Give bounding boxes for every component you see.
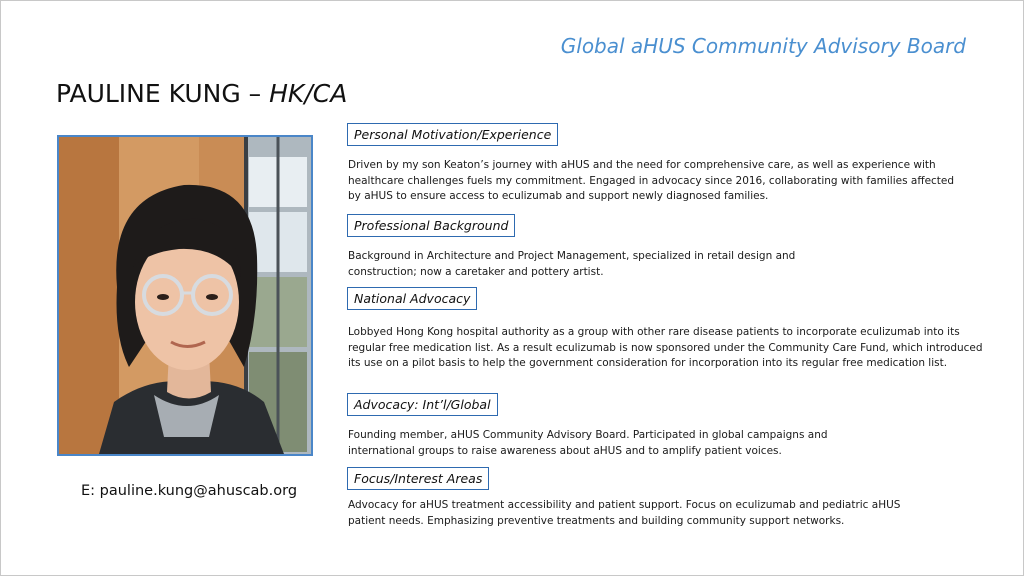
- name-separator: –: [240, 79, 270, 108]
- section-body-advocacy-global: Founding member, aHUS Community Advisory Board. Participated in global campaigns and international groups to raise awareness about aHUS and to amplify patient voices.: [348, 429, 828, 457]
- section-body-personal-motivation: Driven by my son Keaton’s journey with aHUS and the need for comprehensive care, as well as experience with healthcare challenges fuels my commitment. Engaged in advocacy since 2016, collaborating with families affected by aHUS to ensure access to eculizumab and support newly diagnosed families.: [348, 159, 955, 202]
- profile-photo: [57, 135, 313, 456]
- section-heading-personal-motivation: Personal Motivation/Experience: [347, 123, 558, 146]
- person-name-heading: [56, 79, 347, 108]
- board-title: Global aHUS Community Advisory Board: [560, 34, 966, 58]
- section-heading-national-advocacy: National Advocacy: [347, 287, 477, 310]
- section-heading-focus-interest: Focus/Interest Areas: [347, 467, 489, 490]
- section-body-national-advocacy: Lobbyed Hong Kong hospital authority as a group with other rare disease patients to incorporate eculizumab into its regular free medication list. As a result eculizumab is now sponsored under the Community Care Fund, which introduced its use on a pilot basis to help the government consideration for incorporation into its regular free medication list.: [348, 326, 983, 369]
- email-contact: E: pauline.kung@ahuscab.org: [81, 483, 298, 499]
- section-body-professional-background: Background in Architecture and Project Management, specialized in retail design and construction; now a caretaker and pottery artist.: [348, 250, 796, 278]
- section-heading-professional-background: Professional Background: [347, 214, 515, 237]
- profile-photo-image: [59, 137, 311, 454]
- section-heading-advocacy-global: Advocacy: Int’l/Global: [347, 393, 498, 416]
- person-region: HK/CA: [269, 79, 348, 108]
- section-body-focus-interest: Advocacy for aHUS treatment accessibility and patient support. Focus on eculizumab and pediatric aHUS patient needs. Emphasizing preventive treatments and building community support networks.: [348, 499, 901, 527]
- person-name: PAULINE KUNG: [56, 79, 241, 108]
